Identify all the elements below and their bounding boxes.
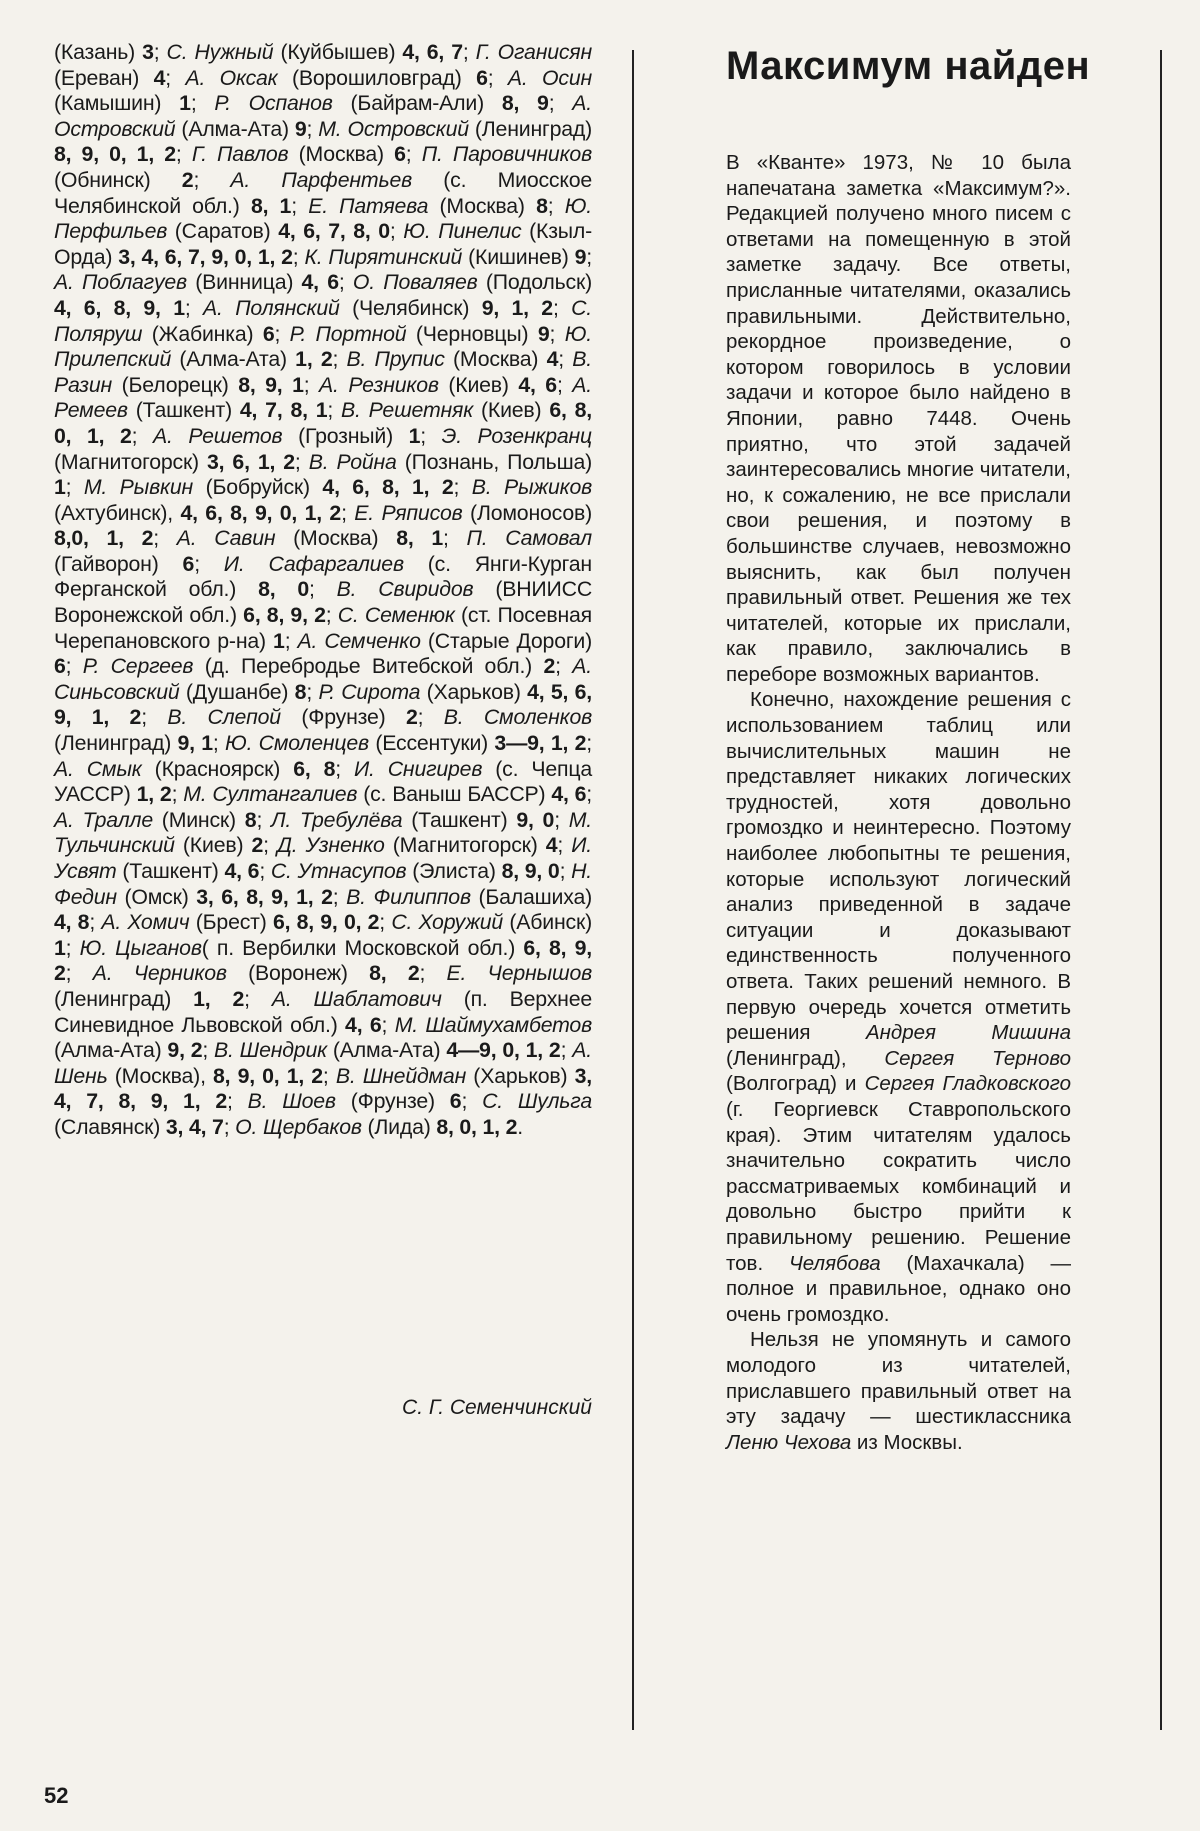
text-run: ; [322, 1063, 336, 1088]
solved-numbers: 8, 2 [369, 961, 420, 986]
text-run: (ВНИИСС Воронежской обл.) [54, 577, 592, 628]
person-name: А. Шаблатович [271, 986, 442, 1011]
text-run: (Ахтубинск), [54, 500, 181, 525]
signature: С. Г. Семенчинский [402, 1396, 592, 1419]
solved-numbers: 4, 6, 7 [402, 40, 463, 64]
text-run: ; [194, 551, 224, 576]
text-run: из Москвы. [851, 1430, 963, 1454]
text-run: (Ломоносов) [462, 500, 592, 525]
person-name: Г. Оганисян [475, 40, 592, 64]
person-name: С. Хоружий [391, 910, 504, 935]
solved-numbers: 1, 2 [136, 782, 172, 807]
text-run: (с. Ваныш БАССР) [357, 782, 552, 807]
person-name: Челябова [789, 1251, 881, 1275]
text-run: ; [558, 347, 573, 372]
person-name: Д. Узненко [276, 833, 385, 858]
text-run: (Куйбышев) [273, 40, 403, 64]
solved-numbers: 8, 9, 0 [501, 859, 560, 883]
solved-numbers: 8 [244, 807, 257, 832]
text-run: (Алма-Ата) [54, 1038, 168, 1063]
text-run: (п. Верхнее Синевидное Львовской обл.) [54, 986, 592, 1037]
text-run: ; [547, 193, 565, 218]
person-name: Е. Ряписов [354, 500, 463, 525]
solved-numbers: 8 [536, 193, 548, 218]
text-run: ; [306, 116, 319, 141]
solved-numbers: 8 [294, 679, 307, 704]
person-name: И. Сафаргалиев [223, 551, 404, 576]
text-run: (Белорецк) [112, 372, 239, 397]
text-run: (Москва) [444, 347, 547, 372]
text-run: ; [171, 782, 184, 807]
solved-numbers: 3, 6, 8, 9, 1, 2 [196, 884, 333, 909]
article-paragraph [726, 687, 1071, 1327]
solved-numbers: 1 [273, 628, 285, 653]
person-name: Ю. Смоленцев [225, 731, 369, 756]
solved-numbers: 6, 8, 9, 0, 2 [272, 910, 380, 935]
text-run: ; [554, 807, 569, 832]
text-run: (Ереван) [54, 65, 154, 90]
person-name: А. Парфентьев [230, 167, 413, 192]
solved-numbers: 4, 6 [345, 1012, 382, 1037]
solved-numbers: 6 [449, 1089, 462, 1114]
person-name: Ю. Пинелис [403, 219, 522, 244]
solved-numbers: 1, 2 [295, 347, 333, 372]
text-run: ; [131, 423, 153, 448]
text-run: ; [560, 1038, 573, 1063]
text-run: (г. Георгиевск Ставропольского края). Этим читателям удалось значительно сократить число рассматриваемых комбинаций и довольно быстро прийти к правильному решению. Решение тов. [726, 1097, 1071, 1275]
text-run: (Москва) [288, 142, 395, 167]
person-name: Г. Павлов [191, 142, 289, 167]
text-run: Нельзя не упомянуть и самого молодого из читателей, приславшего правильный ответ на эту задачу — шестиклассника [726, 1328, 1071, 1429]
respondents-text [54, 40, 592, 1141]
person-name: М. Султангалиев [183, 782, 358, 807]
person-name: Леню Чехова [726, 1430, 852, 1454]
text-run: ; [65, 935, 80, 960]
solved-numbers: 9, 2 [167, 1038, 203, 1063]
person-name: П. Самовал [466, 526, 592, 551]
solved-numbers: 2 [251, 833, 264, 858]
solved-numbers: 4, 6, 8, 9, 1 [54, 295, 185, 320]
article-paragraph [726, 1327, 1071, 1455]
text-run: ; [559, 859, 572, 883]
solved-numbers: 8, 1 [396, 526, 443, 551]
person-name: С. Утнасупов [270, 859, 407, 883]
text-run: (Алма-Ата) [175, 116, 295, 141]
text-run: ; [556, 372, 573, 397]
text-run: ; [65, 475, 84, 500]
text-run: ; [555, 654, 573, 679]
person-name: О. Поваляев [352, 270, 478, 295]
text-run: ; [274, 321, 290, 346]
text-run: ; [259, 859, 271, 883]
text-run: ; [175, 142, 192, 167]
solved-numbers: 4, 6 [224, 859, 260, 883]
text-run: Конечно, нахождение решения с использованием таблиц или вычислительных машин не представляет никаких логических трудностей, хотя довольно громоздко и неинтересно. Поэтому наиболее любопытны те решения, которые используют логический анализ приведенной в задаче ситуации и доказывают единственность полученного ответа. Таких решений немного. В первую очередь хочется отметить решения [726, 688, 1071, 1045]
text-run: ; [389, 219, 404, 244]
text-run: ; [487, 65, 508, 90]
person-name: А. Семченко [297, 628, 421, 653]
text-run: (Абинск) [503, 910, 592, 935]
person-name: И. Снигирев [353, 756, 483, 781]
solved-numbers: 9, 1 [177, 731, 213, 756]
text-run: ; [453, 475, 472, 500]
text-run: ; [325, 603, 338, 628]
person-name: В. Разин [54, 347, 593, 397]
person-name: В. Рыжиков [471, 475, 592, 500]
person-name: С. Семенюк [337, 603, 455, 628]
text-run: ; [338, 270, 353, 295]
text-run: ; [327, 398, 342, 423]
solved-numbers: 6, 8, 0, 1, 2 [54, 398, 592, 448]
person-name: В. Ройна [308, 449, 397, 474]
text-run: (Киев) [473, 398, 550, 423]
text-run: (Винница) [186, 270, 302, 295]
solved-numbers: 8, 9, 0, 1, 2 [54, 142, 176, 167]
person-name: А. Островский [54, 91, 592, 141]
person-name: В. Шнейдман [335, 1063, 467, 1088]
text-run: ; [462, 40, 476, 64]
person-name: А. Хомич [101, 910, 190, 935]
text-run: ; [292, 244, 305, 269]
text-run: (Киев) [438, 372, 519, 397]
text-run: ; [294, 449, 309, 474]
text-run: ; [263, 833, 277, 858]
right-border-line [1160, 50, 1162, 1730]
solved-numbers: 3, 4, 7, 8, 9, 1, 2 [54, 1063, 592, 1114]
text-run: ; [306, 679, 319, 704]
person-name: С. Поляруш [54, 295, 593, 346]
solved-numbers: 9 [294, 116, 307, 141]
person-name: П. Паровичников [421, 142, 592, 167]
article-body [726, 150, 1071, 1455]
person-name: Ю. Прилепский [54, 321, 592, 372]
solved-numbers: 6 [262, 321, 275, 346]
solved-numbers: 4 [546, 347, 559, 372]
solved-numbers: 4—9, 0, 1, 2 [446, 1038, 561, 1063]
text-run: ( п. Вербилки Московской обл.) [201, 935, 524, 960]
text-run: (Черновцы) [406, 321, 538, 346]
text-run: В «Кванте» 1973, № 10 была напечатана заметка «Максимум?». Редакцией получено много писем с ответами на помещенную в этой заметке задачу. Все ответы, присланные читателями, оказались правильными. Действительно, рекордное произведение, о котором говорилось в условии задачи и которое было найдено в Японии, равно 7448. Очень приятно, что этой задачей заинтересовались многие читатели, но, к сожалению, не все прислали свои решения, и поэтому в большинстве случаев, невозможно выяснить, как был получен правильный ответ. Решения же тех читателей, которые их прислали, как правило, заключались в переборе возможных вариантов. [726, 151, 1071, 686]
text-run: (Волгоград) и [726, 1072, 865, 1096]
person-name: А. Полянский [203, 295, 340, 320]
text-run: ; [202, 1038, 215, 1063]
text-run: (Элиста) [406, 859, 502, 883]
text-run: ; [309, 577, 337, 602]
text-run: ; [153, 40, 167, 64]
text-run: (Красноярск) [141, 756, 294, 781]
text-run: (Челябинск) [339, 295, 482, 320]
person-name: Р. Сирота [318, 679, 421, 704]
person-name: В. Филиппов [346, 884, 471, 909]
text-run: (Байрам-Али) [332, 91, 502, 116]
person-name: В. Смоленков [443, 705, 593, 730]
solved-numbers: 9 [574, 244, 587, 269]
text-run: ; [586, 731, 593, 756]
text-run: (Магнитогорск) [384, 833, 546, 858]
text-run: (Минск) [152, 807, 245, 832]
solved-numbers: 4, 5, 6, 9, 1, 2 [54, 679, 592, 730]
solved-numbers: 1, 2 [193, 986, 245, 1011]
solved-numbers: 3, 4, 7 [165, 1114, 224, 1139]
text-run: (Воронеж) [226, 961, 370, 986]
solved-numbers: 8, 9 [501, 91, 549, 116]
text-run: (Ленинград), [726, 1046, 885, 1070]
text-run: (Ленинград) [54, 731, 178, 756]
text-run: . [517, 1114, 523, 1139]
text-run: (Ленинград) [54, 986, 194, 1011]
person-name: А. Решетов [152, 423, 283, 448]
person-name: Р. Оспанов [214, 91, 333, 116]
text-run: (с. Янги-Курган Ферганской обл.) [54, 551, 592, 602]
text-run: ; [65, 961, 93, 986]
text-run: ; [443, 526, 467, 551]
solved-numbers: 8, 1 [250, 193, 292, 218]
person-name: С. Нужный [166, 40, 274, 64]
text-run: (Харьков) [466, 1063, 575, 1088]
person-name: Сергея Терново [884, 1046, 1071, 1070]
solved-numbers: 8, 9, 1 [238, 372, 304, 397]
text-run: (Ворошиловград) [277, 65, 477, 90]
text-run: (Брест) [189, 910, 273, 935]
person-name: Е. Патяева [308, 193, 429, 218]
text-run: (Киев) [174, 833, 252, 858]
person-name: Е. Чернышов [446, 961, 593, 986]
person-name: В. Прупис [346, 347, 445, 372]
text-run: (Ленинград) [468, 116, 592, 141]
solved-numbers: 8, 9, 0, 1, 2 [213, 1063, 323, 1088]
text-run: (Москва) [428, 193, 537, 218]
text-run: ; [332, 884, 347, 909]
person-name: А. Поблагуев [54, 270, 187, 295]
text-run: ; [291, 193, 309, 218]
solved-numbers: 4 [545, 833, 558, 858]
text-run: ; [461, 1089, 483, 1114]
text-run: ; [223, 1114, 236, 1139]
text-run: ; [165, 65, 186, 90]
text-run: (Москва) [275, 526, 397, 551]
solved-numbers: 3 [142, 40, 154, 64]
person-name: А. Синьсовский [54, 654, 593, 704]
text-run: ; [190, 91, 215, 116]
solved-numbers: 8, 0 [258, 577, 309, 602]
person-name: Ю. Перфильев [54, 193, 593, 244]
text-run: (ст. Посевная Черепановского р-на) [54, 603, 593, 653]
text-run: (Обнинск) [54, 167, 182, 192]
text-run: (Ташкент) [127, 398, 240, 423]
text-run: (Жабинка) [142, 321, 263, 346]
text-run: (Харьков) [420, 679, 528, 704]
person-name: А. Оксак [185, 65, 278, 90]
text-run: (Бобруйск) [193, 475, 323, 500]
text-run: ; [420, 423, 442, 448]
text-run: (Кзыл-Орда) [54, 219, 592, 269]
person-name: Андрея Мишина [865, 1021, 1071, 1045]
text-run: (д. Перебродье Витебской обл.) [193, 654, 544, 679]
solved-numbers: 4, 6 [301, 270, 339, 295]
text-run: ; [341, 500, 355, 525]
solved-numbers: 3, 4, 6, 7, 9, 0, 1, 2 [118, 244, 293, 269]
person-name: В. Решетняк [341, 398, 474, 423]
solved-numbers: 6 [182, 551, 195, 576]
text-run: (Алма-Ата) [326, 1038, 447, 1063]
respondents-list [54, 40, 592, 1141]
text-run: ; [89, 910, 102, 935]
solved-numbers: 4, 6, 8, 1, 2 [322, 475, 454, 500]
solved-numbers: 6 [54, 654, 66, 679]
page-number: 52 [44, 1783, 69, 1808]
person-name: В. Свиридов [336, 577, 474, 602]
solved-numbers: 8,0, 1, 2 [54, 526, 154, 551]
text-run: (Подольск) [477, 270, 592, 295]
solved-numbers: 2 [181, 167, 194, 192]
text-run: (Омск) [116, 884, 197, 909]
text-run: (Махачкала) — полное и правильное, однако оно очень громоздко. [726, 1251, 1072, 1326]
person-name: О. Щербаков [235, 1114, 362, 1139]
article-paragraph [726, 150, 1071, 687]
solved-numbers: 4, 8 [54, 910, 90, 935]
person-name: С. Шульга [482, 1089, 593, 1114]
text-run: ; [244, 986, 272, 1011]
text-run: (Душанбе) [179, 679, 295, 704]
solved-numbers: 4, 6 [518, 372, 557, 397]
text-run: ; [379, 910, 392, 935]
text-run: ; [549, 321, 565, 346]
text-run: ; [332, 347, 347, 372]
text-run: (Славянск) [54, 1114, 166, 1139]
text-run: ; [405, 142, 422, 167]
text-run: ; [303, 372, 320, 397]
person-name: В. Слепой [167, 705, 281, 730]
text-run: (Балашиха) [470, 884, 592, 909]
solved-numbers: 1 [408, 423, 421, 448]
text-run: ; [256, 807, 271, 832]
solved-numbers: 1 [54, 475, 66, 500]
text-run: (Алма-Ата) [171, 347, 296, 372]
person-name: Н. Федин [54, 859, 593, 909]
text-run: ; [335, 756, 354, 781]
text-run: (Камышин) [54, 91, 180, 116]
text-run: ; [284, 628, 298, 653]
text-run: ; [586, 244, 592, 269]
solved-numbers: 1 [54, 935, 66, 960]
text-run: (Ташкент) [116, 859, 225, 883]
person-name: А. Смык [54, 756, 142, 781]
text-run: ; [184, 295, 204, 320]
person-name: А. Черников [92, 961, 227, 986]
solved-numbers: 3, 6, 1, 2 [207, 449, 295, 474]
solved-numbers: 4, 7, 8, 1 [239, 398, 328, 423]
solved-numbers: 4 [153, 65, 166, 90]
text-run: ; [212, 731, 225, 756]
solved-numbers: 9 [537, 321, 550, 346]
person-name: А. Савин [176, 526, 276, 551]
text-run: (Гайворон) [54, 551, 183, 576]
person-name: А. Резников [319, 372, 439, 397]
text-run: ; [153, 526, 177, 551]
text-run: ; [65, 654, 83, 679]
person-name: К. Пирятинский [304, 244, 463, 269]
text-run: (Москва), [107, 1063, 213, 1088]
solved-numbers: 6 [394, 142, 406, 167]
text-run: ; [552, 295, 572, 320]
person-name: А. Шень [54, 1038, 592, 1088]
text-run: (Лида) [361, 1114, 437, 1139]
text-run: (Фрунзе) [335, 1089, 450, 1114]
person-name: Р. Сергеев [82, 654, 194, 679]
solved-numbers: 1 [179, 91, 191, 116]
text-run: (Кишинев) [462, 244, 575, 269]
text-run: (Фрунзе) [280, 705, 406, 730]
text-run: (Саратов) [167, 219, 279, 244]
text-run: (Ташкент) [402, 807, 517, 832]
solved-numbers: 6, 8 [293, 756, 336, 781]
text-run: (Казань) [54, 40, 143, 64]
text-run: ; [226, 1089, 248, 1114]
person-name: А. Ремеев [54, 372, 592, 423]
text-run: (с. Чепца УАССР) [54, 756, 592, 807]
text-run: ; [141, 705, 168, 730]
person-name: В. Шендрик [214, 1038, 327, 1063]
solved-numbers: 6, 8, 9, 2 [243, 603, 326, 628]
solved-numbers: 8, 0, 1, 2 [436, 1114, 518, 1139]
solved-numbers: 4, 6, 8, 9, 0, 1, 2 [180, 500, 342, 525]
person-name: Э. Розенкранц [441, 423, 592, 448]
text-run: ; [557, 833, 572, 858]
solved-numbers: 9, 1, 2 [481, 295, 553, 320]
solved-numbers: 2 [405, 705, 418, 730]
text-run: (Магнитогорск) [54, 449, 208, 474]
person-name: Р. Портной [289, 321, 407, 346]
text-run: ; [417, 705, 444, 730]
person-name: Л. Требулёва [270, 807, 403, 832]
text-run: (Грозный) [282, 423, 409, 448]
person-name: Сергея Гладковского [864, 1072, 1071, 1096]
solved-numbers: 9, 0 [516, 807, 555, 832]
solved-numbers: 6, 8, 9, 2 [54, 935, 592, 986]
text-run: ; [193, 167, 231, 192]
person-name: М. Островский [318, 116, 469, 141]
person-name: А. Осин [507, 65, 593, 90]
text-run: (Старые Дороги) [420, 628, 592, 653]
person-name: А. Тралле [54, 807, 153, 832]
solved-numbers: 6 [476, 65, 488, 90]
person-name: М. Шаймухамбетов [394, 1012, 592, 1037]
column-divider [632, 50, 634, 1730]
solved-numbers: 4, 6 [551, 782, 587, 807]
text-run: (Ессентуки) [368, 731, 495, 756]
article-title: Максимум найден [726, 44, 1091, 88]
person-name: М. Тульчинский [54, 807, 592, 858]
person-name: В. Шоев [247, 1089, 336, 1114]
text-run: (Познань, Польша) [396, 449, 592, 474]
solved-numbers: 3—9, 1, 2 [494, 731, 587, 756]
solved-numbers: 4, 6, 7, 8, 0 [278, 219, 390, 244]
person-name: М. Рывкин [83, 475, 194, 500]
person-name: Ю. Цыганов [79, 935, 202, 960]
text-run: ; [419, 961, 447, 986]
solved-numbers: 2 [543, 654, 556, 679]
text-run: (с. Миосское Челябинской обл.) [54, 167, 592, 218]
text-run: ; [586, 782, 592, 807]
person-name: И. Усвят [54, 833, 592, 883]
text-run: ; [381, 1012, 395, 1037]
text-run: ; [548, 91, 573, 116]
